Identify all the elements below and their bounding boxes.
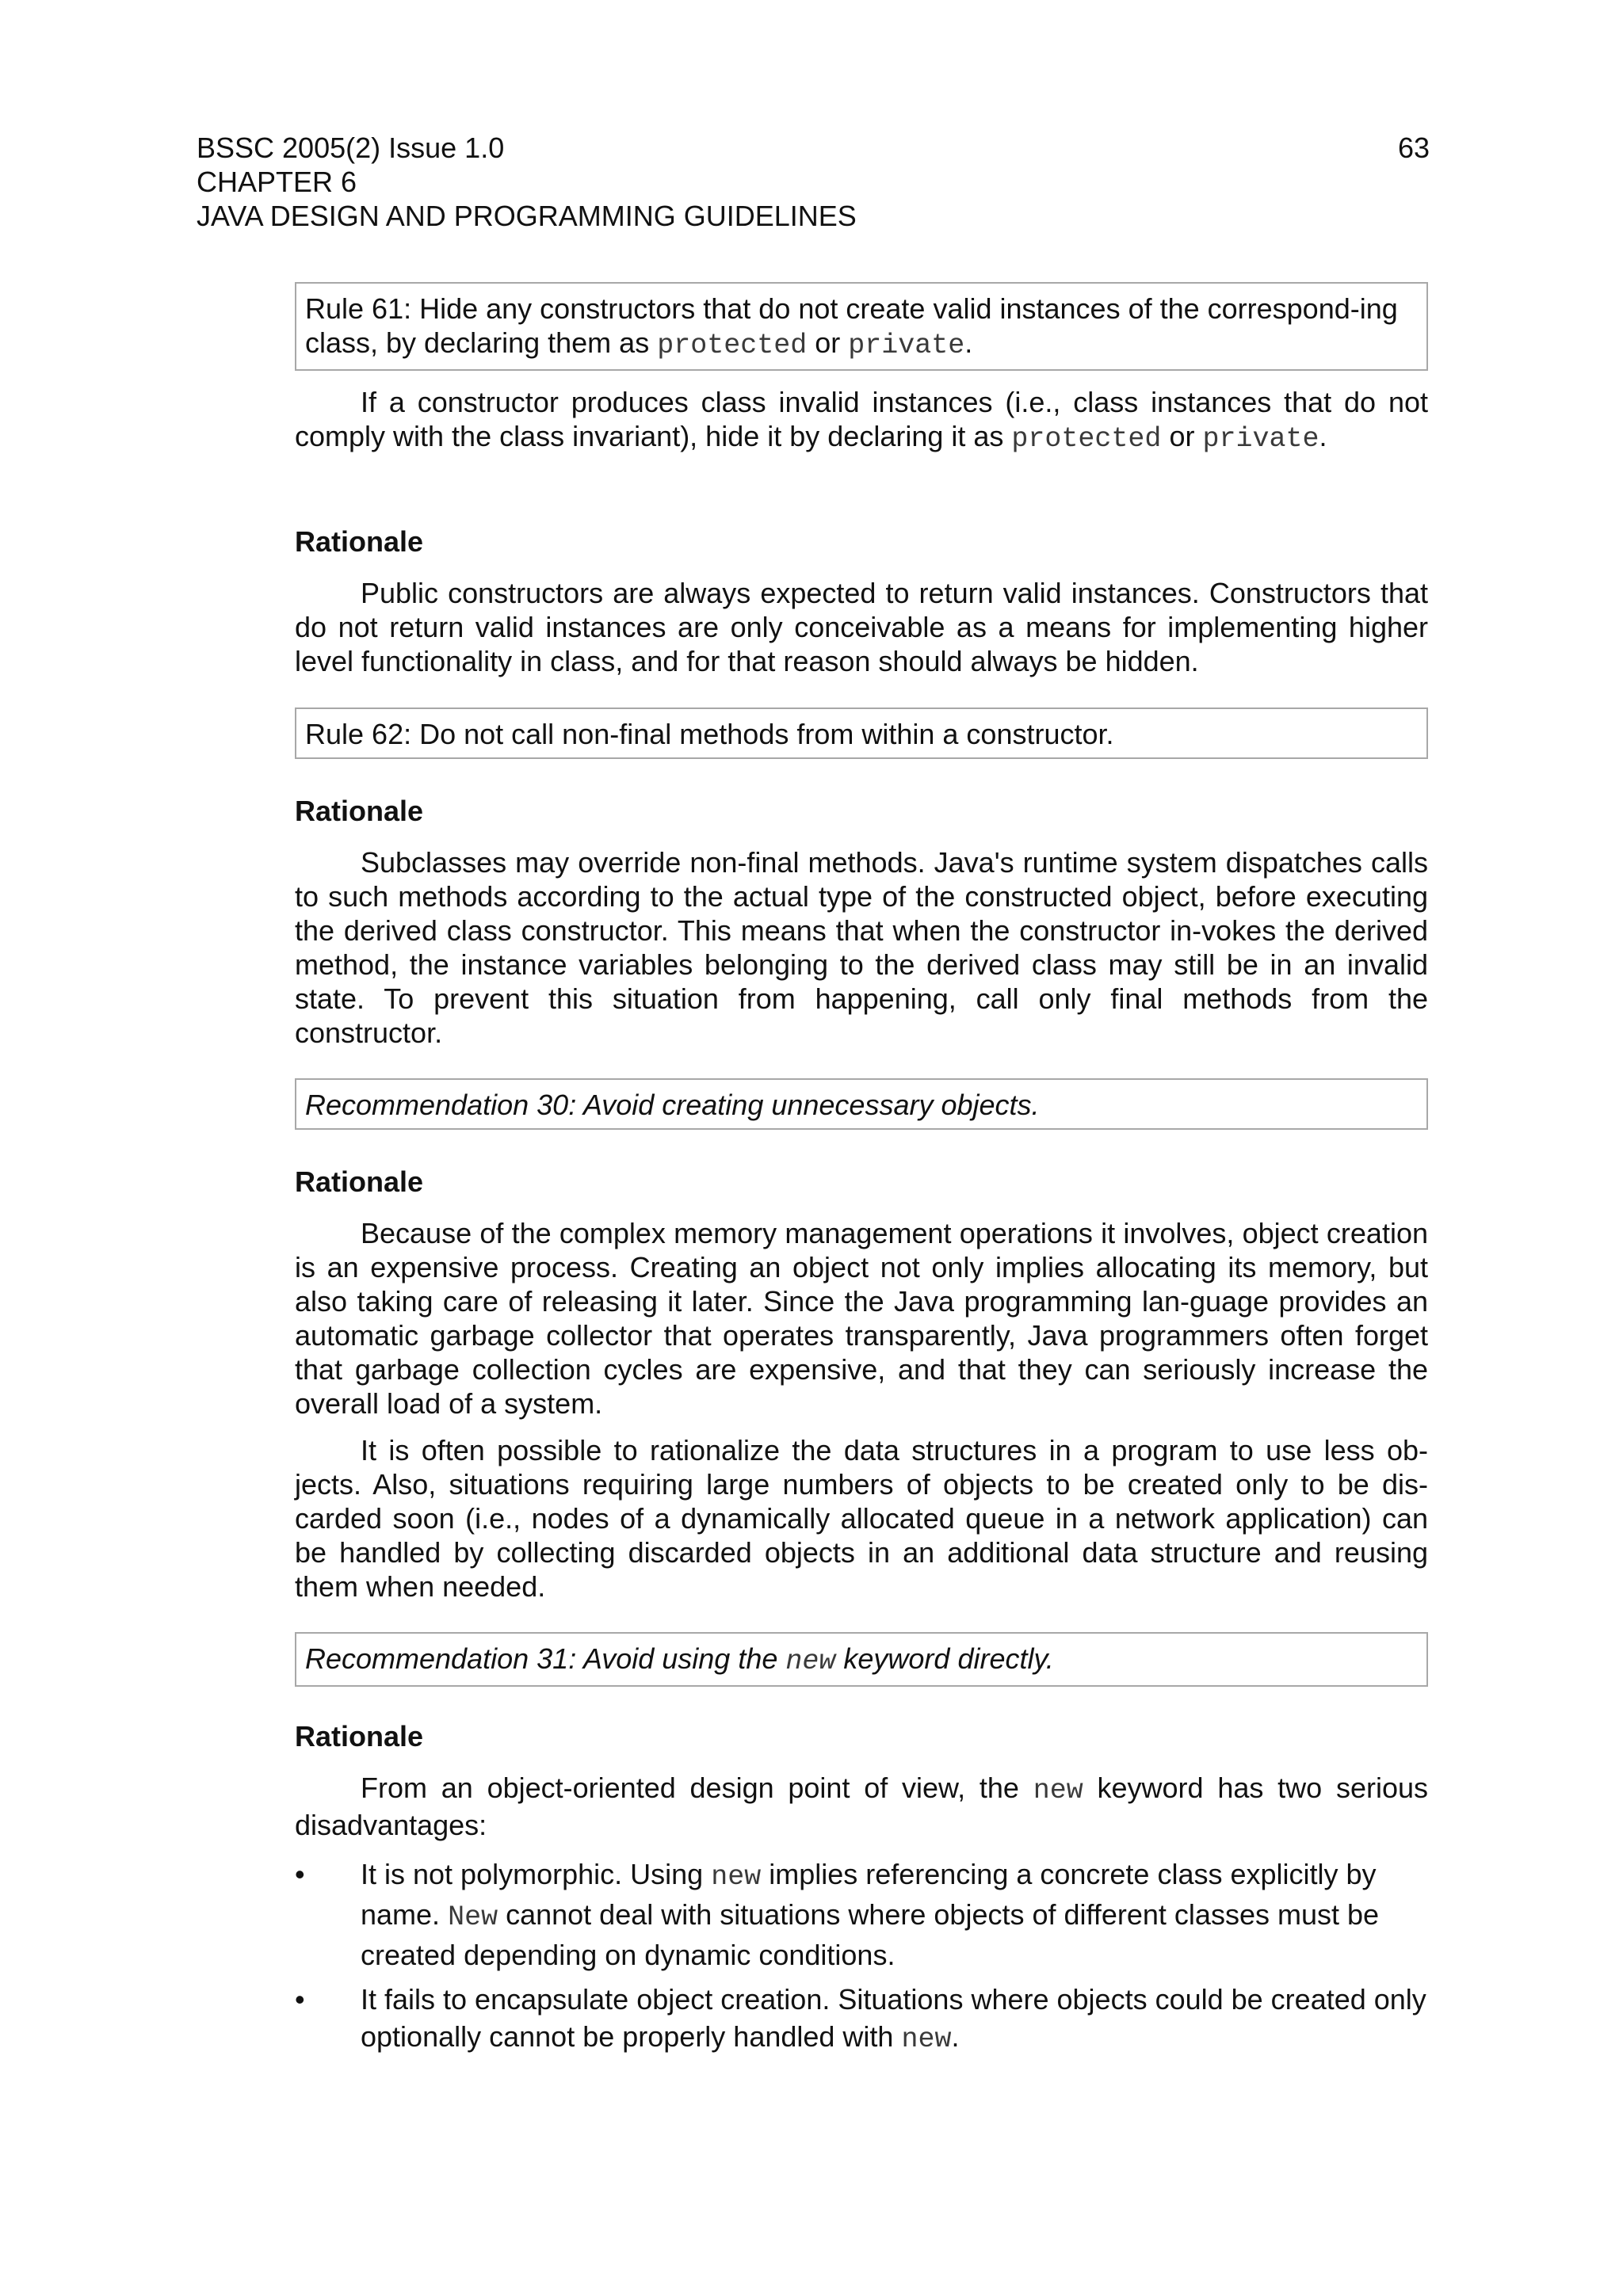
bullet-text: . xyxy=(951,2020,960,2053)
bullet-icon: • xyxy=(295,1983,305,2016)
recommendation-31-box xyxy=(295,1632,1428,1687)
rule-61-code-private: private xyxy=(848,330,965,361)
paragraph-rationale-3: Because of the complex memory management operations it involves, object creation is an expensive process. Creating an object not only implies allocating its memory, but also taking care of releasing it later. Since the Java programming lan-guage provides an automatic garbage collector that operates transparently, Java programmers often forget that garbage collection cycles are expensive, and that they can seriously increase the overall load of a system. xyxy=(295,1217,1428,1420)
bullet-text: implies referencing a concrete class explicitly by name. xyxy=(361,1858,1377,1931)
bullet-icon: • xyxy=(295,1858,305,1890)
rule-61-text: Rule 61: Hide any constructors that do not create valid instances of the correspond-ing class, by declaring them as xyxy=(305,292,1398,359)
page-number: 63 xyxy=(1397,132,1430,164)
recommendation-31-code-new: new xyxy=(785,1646,836,1677)
paragraph-text-or: or xyxy=(1161,420,1203,452)
bullet-text: It fails to encapsulate object creation. Situations where objects could be created only optionally cannot be properly handled with xyxy=(361,1983,1426,2053)
recommendation-31-text: Recommendation 31: Avoid using the xyxy=(305,1642,786,1675)
paragraph-rationale-2: Subclasses may override non-final methods. Java's runtime system dispatches calls to such methods according to the actual type of the constructed object, before executing the derived class constructor. This means that when the constructor in-vokes the derived method, the instance variables belonging to the derived class may still be in an invalid state. To prevent this situation from happening, call only final methods from the constructor. xyxy=(295,846,1428,1049)
code-protected: protected xyxy=(1011,423,1162,455)
rationale-heading-3: Rationale xyxy=(295,1165,424,1198)
rationale-heading-4: Rationale xyxy=(295,1720,424,1753)
rule-61-text-or: or xyxy=(807,326,849,359)
code-new: new xyxy=(711,1861,762,1893)
code-new: new xyxy=(901,2023,952,2055)
code-new-capital: New xyxy=(448,1901,498,1933)
header-chapter: CHAPTER 6 xyxy=(197,166,357,198)
list-item-text xyxy=(361,1981,1428,2058)
rationale-heading-2: Rationale xyxy=(295,795,424,827)
list-item-text xyxy=(361,1855,1428,1974)
recommendation-30-box xyxy=(295,1078,1428,1130)
paragraph-text: If a constructor produces class invalid instances (i.e., class instances that do not comply with the class invariant), hide it by declaring it as xyxy=(295,386,1428,452)
recommendation-30-text: Recommendation 30: Avoid creating unnecessary objects. xyxy=(305,1089,1040,1121)
rule-62-box xyxy=(295,707,1428,759)
rule-62-text: Rule 62: Do not call non-final methods from within a constructor. xyxy=(305,718,1114,750)
paragraph-text: From an object-oriented design point of view, the xyxy=(361,1772,1033,1804)
paragraph-rule-61 xyxy=(295,385,1428,456)
code-private: private xyxy=(1202,423,1319,455)
header-title: JAVA DESIGN AND PROGRAMMING GUIDELINES xyxy=(197,200,857,232)
rationale-heading-1: Rationale xyxy=(295,525,424,558)
rule-61-box xyxy=(295,282,1428,371)
bullet-text: cannot deal with situations where objects of different classes must be created depending on dynamic conditions. xyxy=(361,1898,1380,1971)
paragraph-text-end: keyword has two serious disadvantages: xyxy=(295,1772,1428,1841)
paragraph-rationale-1: Public constructors are always expected to return valid instances. Constructors that do not return valid instances are only conceivable as a means for implementing higher level functionality in class, and for that reason should always be hidden. xyxy=(295,577,1428,677)
bullet-text: It is not polymorphic. Using xyxy=(361,1858,712,1890)
paragraph-text-end: . xyxy=(1319,420,1327,452)
rule-61-text-end: . xyxy=(964,326,973,359)
rule-61-code-protected: protected xyxy=(657,330,808,361)
paragraph-rationale-3b: It is often possible to rationalize the data structures in a program to use less ob-jects. Also, situations requiring large numbers of objects to be created only to be dis-carded soon (i.e., nodes of a dynamically allocated queue in a network application) can be handled by collecting discarded objects in an additional data structure and reusing them when needed. xyxy=(295,1434,1428,1603)
recommendation-31-text-end: keyword directly. xyxy=(835,1642,1054,1675)
code-new: new xyxy=(1033,1775,1083,1806)
paragraph-rationale-4 xyxy=(295,1771,1428,1842)
header-doc-id: BSSC 2005(2) Issue 1.0 xyxy=(197,132,505,164)
